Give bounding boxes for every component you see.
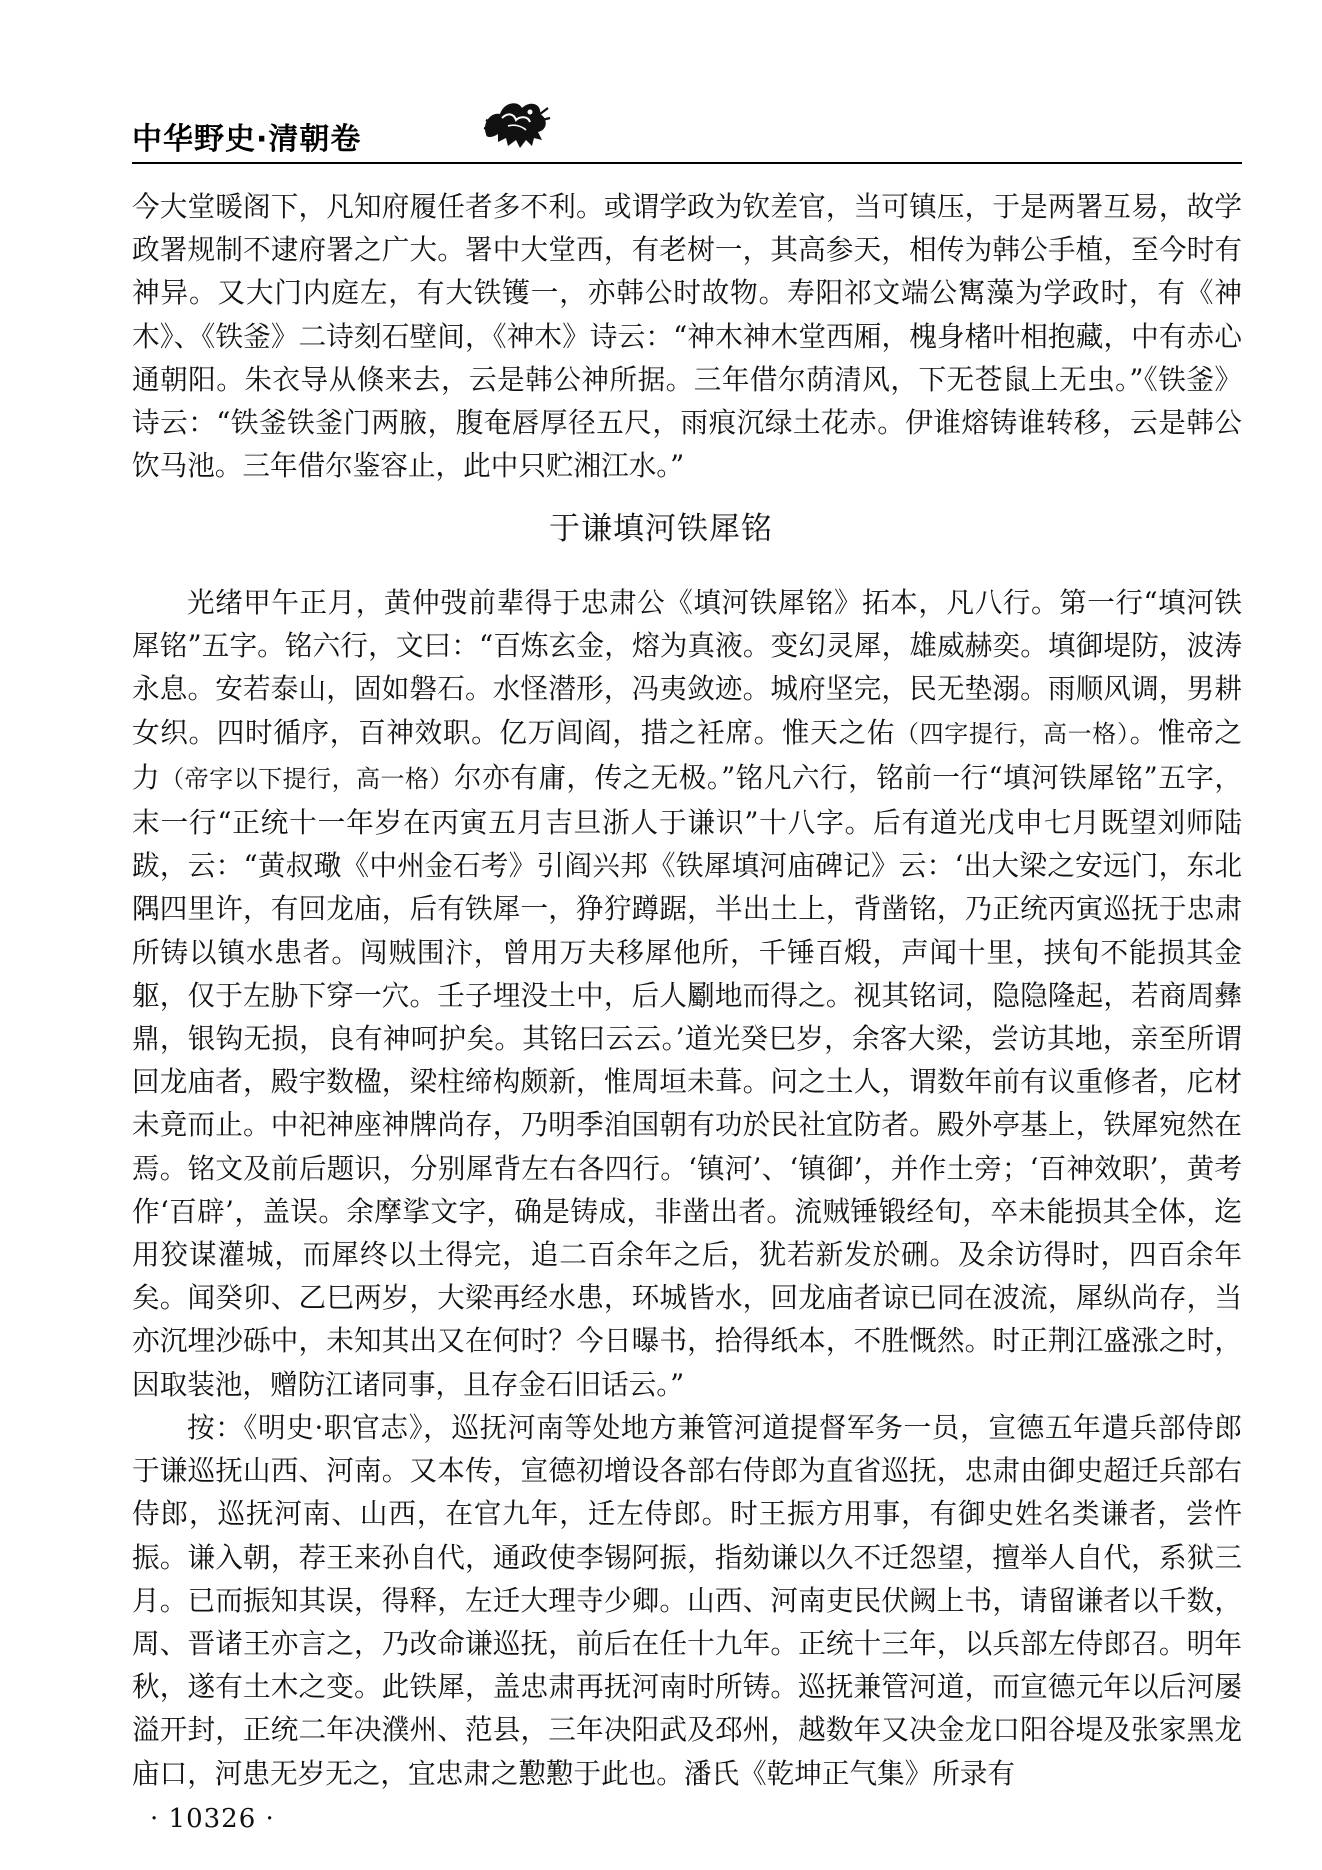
section-title: 于谦填河铁犀铭 bbox=[549, 511, 773, 547]
book-title: 中华野史·清朝卷 bbox=[132, 122, 362, 157]
paragraph-text: 。惟帝之力 bbox=[132, 715, 1242, 794]
intro-paragraph: 今大堂暖阁下，凡知府履任者多不利。或谓学政为钦差官，当可镇压，于是两署互易，故学政署规制不逮府署之广大。署中大堂西，有老树一，其高参天，相传为韩公手植，至今时有神异。又大门内庭左，有大铁镬一，亦韩公时故物。寿阳祁文端公寯藻为学政时，有《神木》、《铁釜》二诗刻石壁间，《神木》诗云：“神木神木堂西厢，槐身楮叶相抱藏，中有赤心通朝阳。朱衣导从倏来去，云是韩公神所据。三年借尔荫清风，下无苍鼠上无虫。”《铁釜》诗云：“铁釜铁釜门两腋，腹奄唇厚径五尺，雨痕沉绿土花赤。伊谁熔铸谁转移，云是韩公饮马池。三年借尔鉴容止，此中只贮湘江水。” bbox=[132, 190, 1242, 483]
inline-note: （四字提行，高一格） bbox=[894, 719, 1130, 748]
running-header bbox=[132, 96, 1242, 160]
inline-note: （帝字以下提行，高一格） bbox=[160, 764, 455, 793]
paragraph-text: 尔亦有庸，传之无极。”铭凡六行，铭前一行“填河铁犀铭”五字，末一行“正统十一年岁在丙寅五月吉旦浙人于谦识”十八字。后有道光戊申七月既望刘师陆跋，云：“黄叔璥《中州金石考》引阎兴邦《铁犀填河庙碑记》云：‘出大梁之安远门，东北隅四里许，有回龙庙，后有铁犀一，狰狞蹲踞，半出土上，背凿铭，乃正统丙寅巡抚于忠肃所铸以镇水患者。闯贼围汴，曾用万夫移犀他所，千锤百煅，声闻十里，挟旬不能损其金躯，仅于左胁下穿一穴。壬子埋没土中，后人劚地而得之。视其铭词，隐隐隆起，若商周彝鼎，银钩无损，良有神呵护矣。其铭曰云云。’道光癸巳岁，余客大梁，尝访其地，亲至所谓回龙庙者，殿宇数楹，梁柱缔构颇新，惟周垣未葺。问之土人，谓数年前有议重修者，庀材未竟而止。中祀神座神牌尚存，乃明季洎国朝有功於民社宜防者。殿外亭基上，铁犀宛然在焉。铭文及前后题识，分别犀背左右各四行。‘镇河’、‘镇御’，并作土旁；‘百神效职’，黄考作‘百辟’，盖误。余摩挲文字，确是铸成，非凿出者。流贼锤锻经旬，卒未能损其全体，迄用狡谋灌城，而犀终以土得完，追二百余年之后，犹若新发於硎。及余访得时，四百余年矣。闻癸卯、乙巳两岁，大梁再经水患，环城皆水，回龙庙者谅已同在波流，犀纵尚存，当亦沉埋沙砾中，未知其出又在何时？今日曝书，拾得纸本，不胜慨然。时正荆江盛涨之时，因取装池，赠防江诸同事，且存金石旧话云。” bbox=[132, 760, 1242, 1401]
section-paragraph-1 bbox=[132, 581, 1242, 1406]
header-rule bbox=[132, 162, 1242, 164]
page-number: · 10326 · bbox=[150, 1804, 275, 1834]
dragon-emblem-icon bbox=[478, 94, 552, 156]
paragraph-text: 光绪甲午正月，黄仲弢前辈得于忠肃公《填河铁犀铭》拓本，凡八行。第一行“填河铁犀铭”五字。铭六行，文曰：“百炼玄金，熔为真液。变幻灵犀，雄威赫奕。填御堤防，波涛永息。安若泰山，固如磐石。水怪潜形，冯夷敛迹。城府坚完，民无垫溺。雨顺风调，男耕女织。四时循序，百神效职。亿万闾阎，措之衽席。惟天之佑 bbox=[132, 586, 1242, 749]
section-paragraph-2: 按：《明史·职官志》，巡抚河南等处地方兼管河道提督军务一员，宣德五年遣兵部侍郎于谦巡抚山西、河南。又本传，宣德初增设各部右侍郎为直省巡抚，忠肃由御史超迁兵部右侍郎，巡抚河南、山西，在官九年，迁左侍郎。时王振方用事，有御史姓名类谦者，尝忤振。谦入朝，荐王来孙自代，通政使李锡阿振，指劾谦以久不迁怨望，擅举人自代，系狱三月。已而振知其误，得释，左迁大理寺少卿。山西、河南吏民伏阙上书，请留谦者以千数，周、晋诸王亦言之，乃改命谦巡抚，前后在任十九年。正统十三年，以兵部左侍郎召。明年秋，遂有土木之变。此铁犀，盖忠肃再抚河南时所铸。巡抚兼管河道，而宣德元年以后河屡溢开封，正统二年决濮州、范县，三年决阳武及邳州，越数年又决金龙口阳谷堤及张家黑龙庙口，河患无岁无之，宜忠肃之懃懃于此也。潘氏《乾坤正气集》所录有 bbox=[132, 1411, 1242, 1790]
